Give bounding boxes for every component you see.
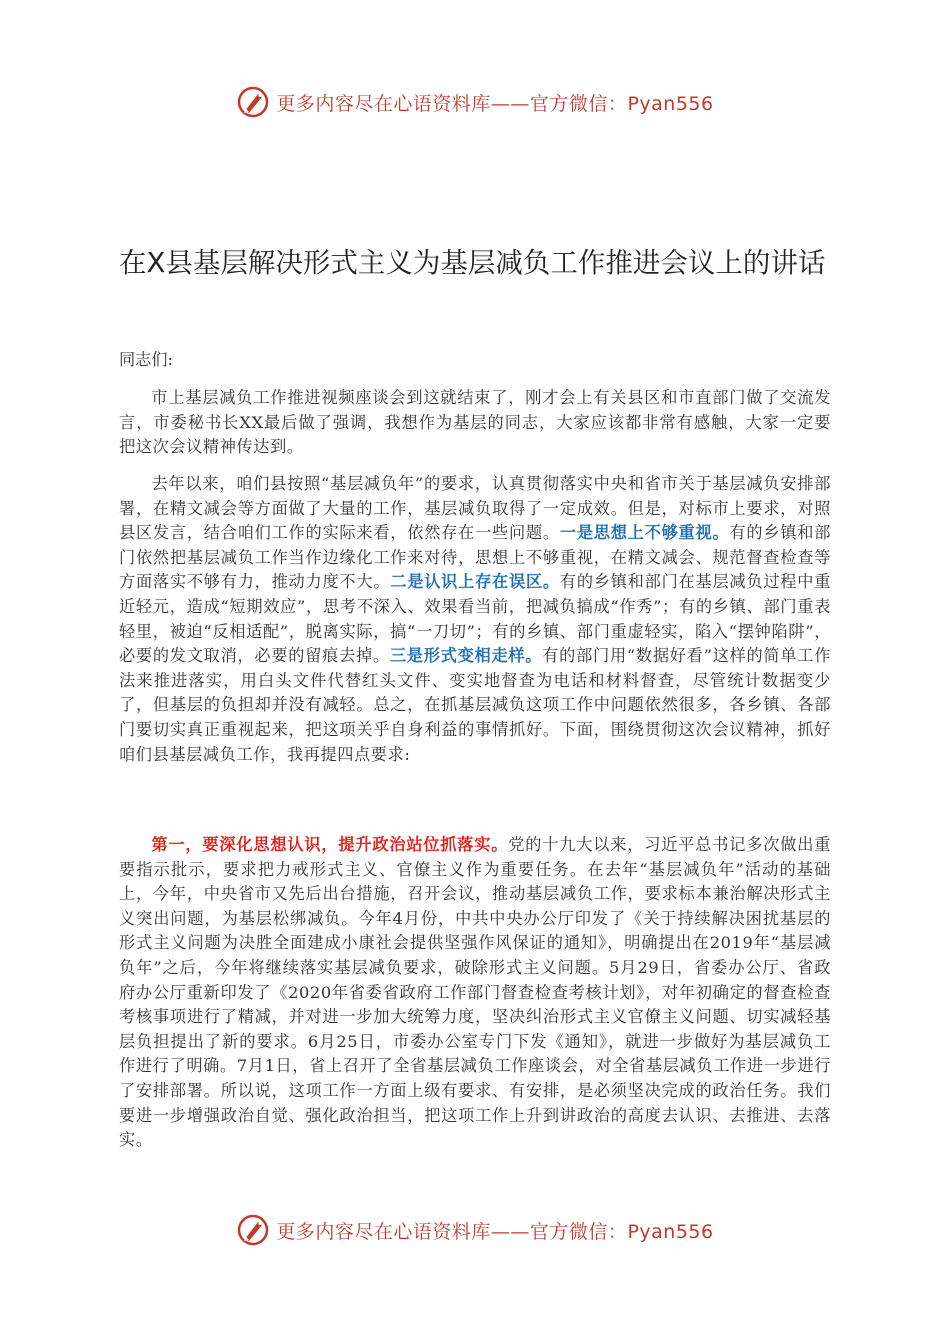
document-title: 在X县基层解决形式主义为基层减负工作推进会议上的讲话 bbox=[119, 247, 826, 279]
pen-nib-icon bbox=[236, 85, 270, 119]
requirement-1-text: 党的十九大以来，习近平总书记多次做出重要指示批示，要求把力戒形式主义、官僚主义作为重要任务。在去年“基层减负年”活动的基础上，今年，中央省市又先后出台措施，召开会议，推动基层减负工作，要求标本兼治解决形式主义突出问题，为基层松绑减负。今年4月份，中共中央办公厅印发了《关于持续解决困扰基层的形式主义问题为决胜全面建成小康社会提供坚强作风保证的通知》，明确提出在2019年“基层减负年”之后，今年将继续落实基层减负要求，破除形式主义问题。5月29日，省委办公厅、省政府办公厅重新印发了《2020年省委省政府工作部门督查检查考核计划》，对年初确定的督查检查考核事项进行了精减，并对进一步加大统筹力度，坚决纠治形式主义官僚主义问题、切实减轻基层负担提出了新的要求。6月25日，市委办公室专门下发《通知》，就进一步做好为基层减负工作进行了明确。7月1日，省上召开了全省基层减负工作座谈会，对全省基层减负工作进一步进行了安排部署。所以说，这项工作一方面上级有要求、有安排，是必须坚决完成的政治任务。我们要进一步增强政治自觉、强化政治担当，把这项工作上升到讲政治的高度去认识、去推进、去落实。 bbox=[119, 835, 831, 1150]
banner-dash: —— bbox=[490, 92, 530, 115]
salutation: 同志们: bbox=[119, 350, 174, 369]
banner-text bbox=[276, 1217, 713, 1244]
banner-wechat-label: 官方微信： bbox=[529, 92, 628, 115]
banner-wechat-id: Pyan556 bbox=[627, 92, 714, 115]
pen-nib-icon bbox=[236, 1213, 270, 1247]
banner-text bbox=[276, 89, 713, 116]
header-banner bbox=[0, 82, 950, 122]
point-2-text: 有的乡镇和部门在基层减负过程中重近轻元，造成“短期效应”，思考不深入、效果看当前，把减负搞成“作秀”；有的乡镇、部门重表轻里，被迫“反相适配”，脱离实际，搞“一刀切”；有的乡镇、部门重虚轻实，陷入“摆钟陷阱”，必要的发文取消，必要的留痕去掉。 bbox=[119, 572, 831, 666]
point-2-heading: 二是认识上存在误区。 bbox=[390, 572, 560, 592]
banner-site-name: 更多内容尽在心语资料库 bbox=[276, 92, 491, 115]
point-1-text: 有的乡镇和部门依然把基层减负工作当作边缘化工作来对待，思想上不够重视，在精文减会、规范督查检查等方面落实不够有力，推动力度不大。 bbox=[119, 523, 831, 592]
paragraph-2 bbox=[119, 472, 831, 767]
banner-wechat-label: 官方微信： bbox=[529, 1220, 628, 1243]
banner-wechat-id: Pyan556 bbox=[627, 1220, 714, 1243]
requirement-1-heading: 第一，要深化思想认识，提升政治站位抓落实。 bbox=[151, 835, 509, 854]
banner-dash: —— bbox=[490, 1220, 530, 1243]
paragraph-1: 市上基层减负工作推进视频座谈会到这就结束了，刚才会上有关县区和市直部门做了交流发言，市委秘书长XX最后做了强调，我想作为基层的同志，大家应该都非常有感触，大家一定要把这次会议精神传达到。 bbox=[119, 388, 831, 457]
point-3-text: 有的部门用“数据好看”这样的简单工作法来推进落实，用白头文件代替红头文件、变实地督查为电话和材料督查，尽管统计数据变少了，但基层的负担却并没有减轻。总之，在抓基层减负这项工作中问题依然很多，各乡镇、各部门要切实真正重视起来，把这项关乎自身利益的事情抓好。下面，围绕贯彻这次会议精神，抓好咱们县基层减负工作，我再提四点要求: bbox=[119, 646, 831, 764]
paragraph-2-intro: 去年以来，咱们县按照“基层减负年”的要求，认真贯彻落实中央和省市关于基层减负安排部署，在精文减会等方面做了大量的工作，基层减负取得了一定成效。但是，对标市上要求，对照县区发言，结合咱们工作的实际来看，依然存在一些问题。 bbox=[119, 474, 831, 543]
paragraph-3 bbox=[119, 833, 831, 1153]
point-3-heading: 三是形式变相走样。 bbox=[389, 646, 543, 666]
footer-banner bbox=[0, 1210, 950, 1250]
banner-site-name: 更多内容尽在心语资料库 bbox=[276, 1220, 491, 1243]
point-1-heading: 一是思想上不够重视。 bbox=[559, 523, 730, 543]
